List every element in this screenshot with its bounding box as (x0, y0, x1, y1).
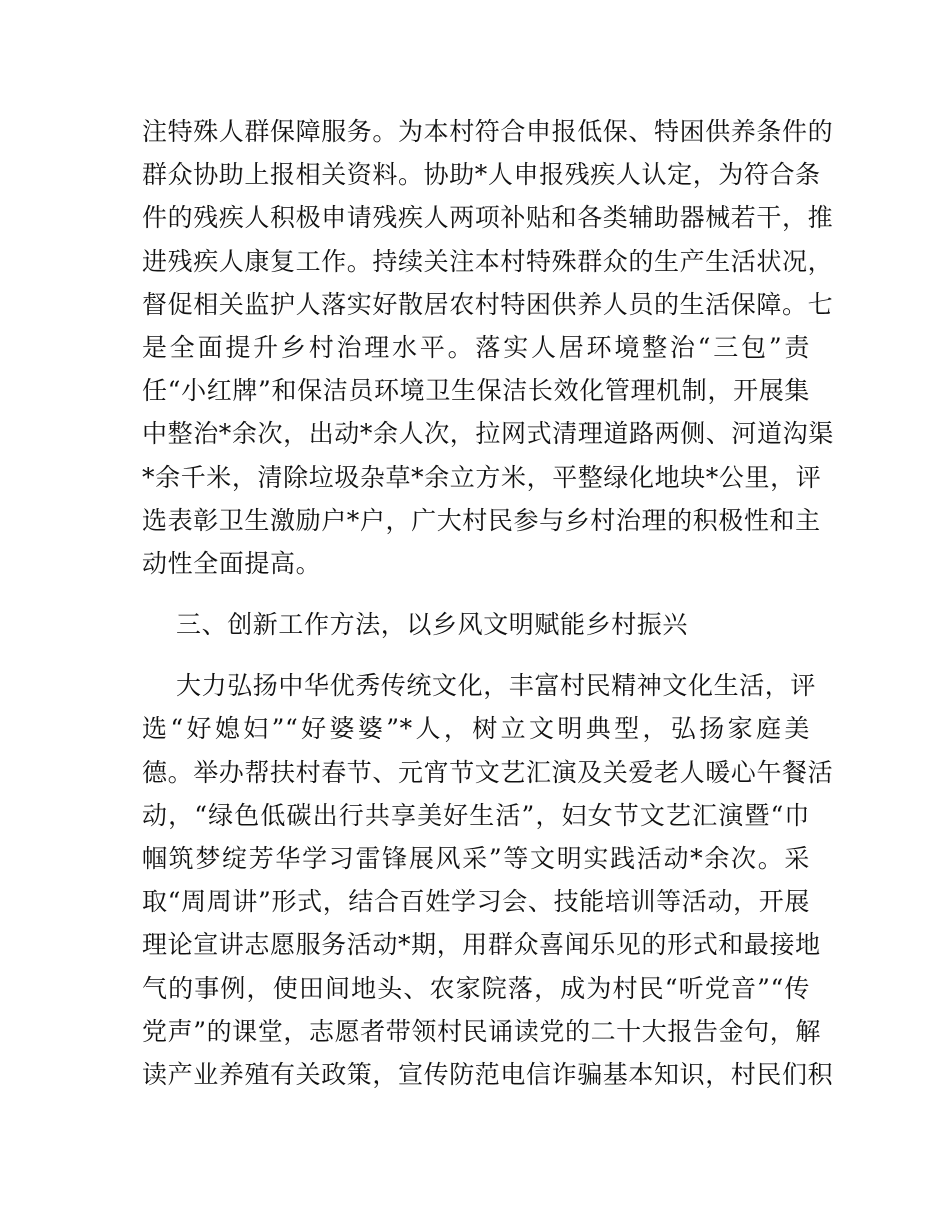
paragraph-line: 动，“绿色低碳出行共享美好生活”，妇女节文艺汇演暨“巾 (142, 800, 810, 830)
paragraph-line: 中整治*余次，出动*余人次，拉网式清理道路两侧、河道沟渠 (142, 419, 834, 449)
paragraph-line: 选“好媳妇”“好婆婆”*人，树立文明典型，弘扬家庭美 (142, 714, 810, 744)
paragraph-line: 气的事例，使田间地头、农家院落，成为村民“听党音”“传 (142, 973, 810, 1003)
paragraph-line: 督促相关监护人落实好散居农村特困供养人员的生活保障。七 (142, 289, 834, 319)
paragraph-line: 读产业养殖有关政策，宣传防范电信诈骗基本知识，村民们积 (142, 1059, 834, 1089)
paragraph-line: 理论宣讲志愿服务活动*期，用群众喜闻乐见的形式和最接地 (142, 930, 821, 960)
paragraph-line: 取“周周讲”形式，结合百姓学习会、技能培训等活动，开展 (142, 887, 810, 917)
paragraph-line: 件的残疾人积极申请残疾人两项补贴和各类辅助器械若干，推 (142, 203, 834, 233)
paragraph-line: 任“小红牌”和保洁员环境卫生保洁长效化管理机制，开展集 (142, 376, 810, 406)
paragraph-1 (142, 110, 834, 585)
paragraph-2 (142, 664, 834, 1096)
paragraph-line: 是全面提升乡村治理水平。落实人居环境整治“三包”责 (142, 332, 810, 362)
paragraph-line: 帼筑梦绽芳华学习雷锋展风采”等文明实践活动*余次。采 (142, 844, 810, 873)
paragraph-line: 选表彰卫生激励户*户，广大村民参与乡村治理的积极性和主 (142, 505, 821, 535)
paragraph-line: 群众协助上报相关资料。协助*人申报残疾人认定，为符合条 (142, 160, 821, 190)
paragraph-line: 动性全面提高。 (142, 548, 322, 578)
paragraph-line: 进残疾人康复工作。持续关注本村特殊群众的生产生活状况， (142, 246, 834, 276)
paragraph-line: 德。举办帮扶村春节、元宵节文艺汇演及关爱老人暖心午餐活 (142, 757, 834, 787)
section-heading: 三、创新工作方法，以乡风文明赋能乡村振兴 (176, 610, 689, 640)
paragraph-line: 党声”的课堂，志愿者带领村民诵读党的二十大报告金句，解 (142, 1016, 821, 1046)
paragraph-line: 注特殊人群保障服务。为本村符合申报低保、特困供养条件的 (142, 117, 834, 146)
paragraph-line: *余千米，清除垃圾杂草*余立方米，平整绿化地块*公里，评 (142, 462, 822, 492)
paragraph-line: 大力弘扬中华优秀传统文化，丰富村民精神文化生活，评 (176, 671, 817, 701)
